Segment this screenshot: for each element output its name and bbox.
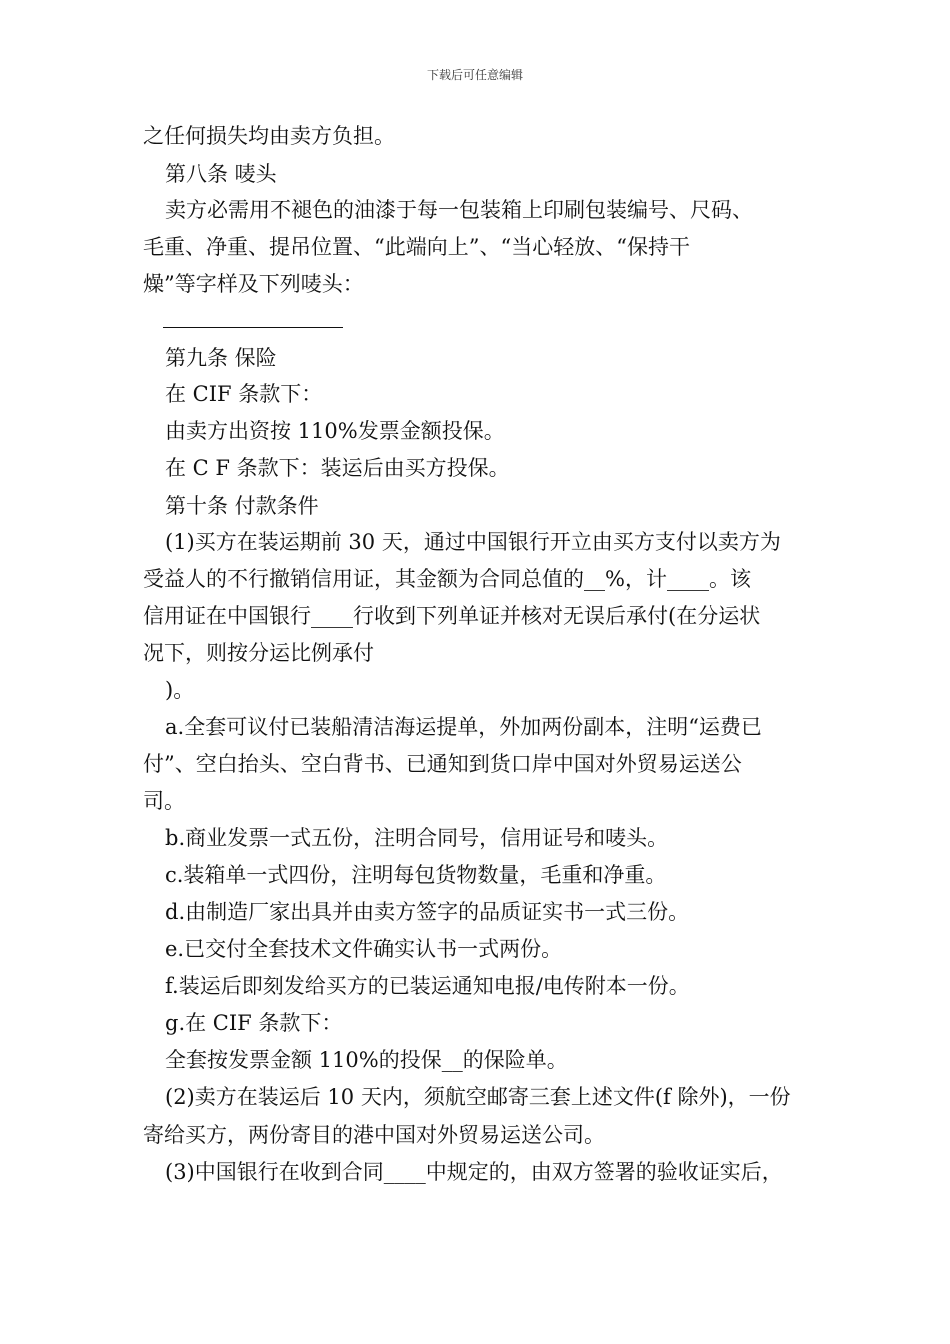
body-line-14: 况下，则按分运比例承付 [143,641,374,665]
body-line-25: 全套按发票金额 110%的投保__的保险单。 [165,1048,568,1072]
body-line-18: 司。 [143,789,185,813]
body-line-4: 毛重、净重、提吊位置、“此端向上”、“当心轻放、“保持干 [143,235,690,259]
body-line-16: a.全套可议付已装船清洁海运提单，外加两份副本，注明“运费已 [165,715,762,739]
body-line-28: (3)中国银行在收到合同____中规定的，由双方签署的验收证实后， [165,1160,783,1184]
body-line-22: e.已交付全套技术文件确实认书一式两份。 [165,937,563,961]
body-line-3: 卖方必需用不褪色的油漆于每一包装箱上印刷包装编号、尺码、 [165,198,753,222]
article-8-heading: 第八条 唛头 [165,162,277,186]
body-line-15: )。 [165,678,195,702]
body-line-13: 信用证在中国银行____行收到下列单证并核对无误后承付(在分运状 [143,604,761,628]
body-line-5: 燥”等字样及下列唛头： [143,272,364,296]
article-10-heading: 第十条 付款条件 [165,494,319,518]
body-line-1: 之任何损失均由卖方负担。 [143,124,395,148]
body-line-20: c.装箱单一式四份，注明每包货物数量，毛重和净重。 [165,863,667,887]
body-line-24: g.在 CIF 条款下： [165,1011,343,1035]
shipping-mark-blank [163,326,343,328]
body-line-26: (2)卖方在装运后 10 天内，须航空邮寄三套上述文件(f 除外)，一份 [165,1085,791,1109]
body-line-21: d.由制造厂家出具并由卖方签字的品质证实书一式三份。 [165,900,690,924]
body-line-27: 寄给买方，两份寄目的港中国对外贸易运送公司。 [143,1123,605,1147]
body-line-19: b.商业发票一式五份，注明合同号，信用证号和唛头。 [165,826,669,850]
body-line-11: (1)买方在装运期前 30 天，通过中国银行开立由买方支付以卖方为 [165,530,781,554]
article-9-heading: 第九条 保险 [165,346,277,370]
page-header: 下载后可任意编辑 [426,68,523,82]
body-line-17: 付”、空白抬头、空白背书、已通知到货口岸中国对外贸易运送公 [143,752,742,776]
body-line-8: 由卖方出资按 110%发票金额投保。 [165,419,505,443]
body-line-23: f.装运后即刻发给买方的已装运通知电报/电传附本一份。 [165,974,690,998]
body-line-12: 受益人的不行撤销信用证，其金额为合同总值的__%，计____。该 [143,567,751,591]
body-line-7: 在 CIF 条款下： [165,382,323,406]
body-line-9: 在 C F 条款下：装运后由买方投保。 [165,456,510,480]
